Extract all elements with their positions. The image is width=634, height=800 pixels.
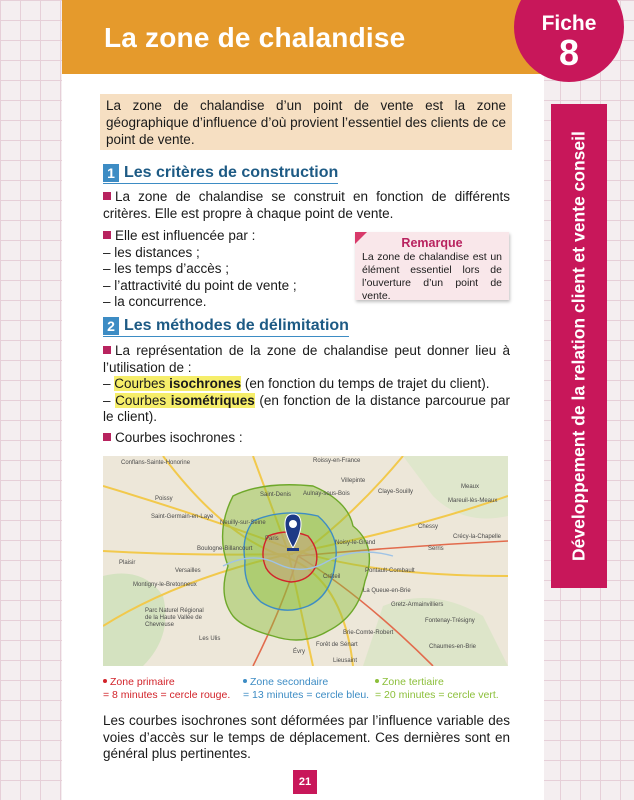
map-place: Claye-Souilly bbox=[378, 489, 414, 495]
conclusion-paragraph: Les courbes isochrones sont déformées par l’influence variable des voies d’accès sur le temps de déplacement. Ces dernières sont en général plus pertinentes. bbox=[103, 713, 510, 761]
bullet-icon bbox=[103, 433, 111, 441]
map-place: Meaux bbox=[461, 484, 480, 490]
map-place: Versailles bbox=[175, 568, 201, 574]
map-place: Noisy-le-Grand bbox=[335, 540, 376, 546]
page-title: La zone de chalandise bbox=[104, 22, 406, 53]
map-place: Poissy bbox=[155, 496, 173, 502]
highlight-bold: isochrones bbox=[169, 376, 242, 391]
map-place: Plaisir bbox=[119, 560, 136, 566]
legend-tertiary: Zone tertiaire = 20 minutes = cercle vert. bbox=[375, 676, 499, 701]
remark-body: La zone de chalandise est un élément essentiel lors de l’ouverture d’un point de vente. bbox=[362, 251, 502, 302]
map-place: Évry bbox=[293, 649, 305, 655]
map-place: Lieusaint bbox=[333, 658, 358, 664]
fiche-label: Fiche bbox=[541, 12, 597, 35]
highlight: Courbes bbox=[115, 392, 167, 408]
side-band-title: Développement de la relation client et vente conseil bbox=[568, 131, 589, 561]
map-place: Crécy-la-Chapelle bbox=[453, 534, 502, 540]
intro-definition: La zone de chalandise d’un point de vente est la zone géographique d’influence d’où provient l’essentiel des clients de ce point de vente. bbox=[100, 94, 512, 150]
highlight-bold: isométriques bbox=[170, 392, 255, 408]
list-item: – Courbes isométriques (en fonction de la distance parcourue par le client). bbox=[103, 392, 510, 424]
map-place: Saint-Denis bbox=[260, 492, 292, 498]
map-place: Pontault-Combault bbox=[365, 568, 415, 574]
isochrone-map bbox=[103, 456, 508, 666]
legend-primary: Zone primaire = 8 minutes = cercle rouge. bbox=[103, 676, 231, 701]
section1-title: Les critères de construction bbox=[124, 164, 339, 181]
map-place: Neuilly-sur-Seine bbox=[220, 520, 266, 526]
map-place: Forêt de Sénart bbox=[316, 642, 358, 648]
map-place: Serris bbox=[428, 546, 444, 552]
map-drawing bbox=[103, 456, 508, 666]
legend-secondary: Zone secondaire = 13 minutes = cercle bleu. bbox=[243, 676, 370, 701]
map-place: La Queue-en-Brie bbox=[363, 588, 411, 594]
map-place: Mareuil-lès-Meaux bbox=[448, 498, 498, 504]
map-place: Les Ulis bbox=[199, 636, 221, 642]
dot-icon bbox=[375, 679, 379, 683]
map-place: Chessy bbox=[418, 524, 439, 530]
list-item: – Courbes isochrones (en fonction du temps de trajet du client). bbox=[103, 376, 490, 391]
page-number: 21 bbox=[293, 770, 317, 794]
section1-list-intro: Elle est influencée par : bbox=[115, 228, 256, 243]
section2-number: 2 bbox=[103, 317, 119, 335]
map-place: Conflans-Sainte-Honorine bbox=[121, 460, 191, 466]
map-place: Boulogne-Billancourt bbox=[197, 546, 253, 552]
list-item: – l’attractivité du point de vente ; bbox=[103, 277, 297, 293]
section1-list bbox=[103, 228, 348, 311]
bullet-icon bbox=[103, 346, 111, 354]
dot-icon bbox=[103, 679, 107, 683]
bullet-icon bbox=[103, 192, 111, 200]
section2-p2-text: Courbes isochrones : bbox=[115, 429, 243, 445]
map-place: Chaumes-en-Brie bbox=[429, 644, 477, 650]
section2-title: Les méthodes de délimitation bbox=[124, 317, 349, 334]
remark-corner-icon bbox=[355, 232, 367, 244]
map-place: Créteil bbox=[323, 574, 341, 580]
remark-box bbox=[355, 232, 509, 300]
section2-paragraph bbox=[103, 343, 510, 446]
map-place: Parc Naturel Régional de la Haute Vallée de Chevreuse bbox=[145, 608, 204, 628]
map-place: Gretz-Armainvilliers bbox=[391, 602, 444, 608]
list-item: – les distances ; bbox=[103, 244, 200, 260]
map-place: Fontenay-Trésigny bbox=[425, 618, 475, 624]
section2-p1-text: La représentation de la zone de chalandise peut donner lieu à l’utilisation de : bbox=[103, 343, 510, 375]
section1-number: 1 bbox=[103, 164, 119, 182]
fiche-badge bbox=[514, 0, 624, 82]
list-item: – la concurrence. bbox=[103, 294, 207, 309]
section2-heading bbox=[103, 317, 349, 337]
dot-icon bbox=[243, 679, 247, 683]
section1-heading bbox=[103, 164, 338, 184]
map-place: Montigny-le-Bretonneux bbox=[133, 582, 197, 588]
map-place: Villepinte bbox=[341, 478, 366, 484]
map-place: Brie-Comte-Robert bbox=[343, 630, 394, 636]
map-place: Paris bbox=[265, 536, 279, 542]
fiche-number: 8 bbox=[558, 32, 580, 73]
section1-paragraph1 bbox=[103, 189, 510, 222]
map-place: Roissy-en-France bbox=[313, 458, 361, 464]
map-place: Aulnay-sous-Bois bbox=[303, 491, 350, 497]
highlight: Courbes bbox=[114, 376, 166, 391]
bullet-icon bbox=[103, 231, 111, 239]
list-item: – les temps d’accès ; bbox=[103, 261, 230, 276]
remark-title: Remarque bbox=[401, 236, 463, 250]
map-place: Saint-Germain-en-Laye bbox=[151, 514, 214, 520]
section1-p1-text: La zone de chalandise se construit en fonction de différents critères. Elle est propre à chaque point de vente. bbox=[103, 189, 510, 221]
